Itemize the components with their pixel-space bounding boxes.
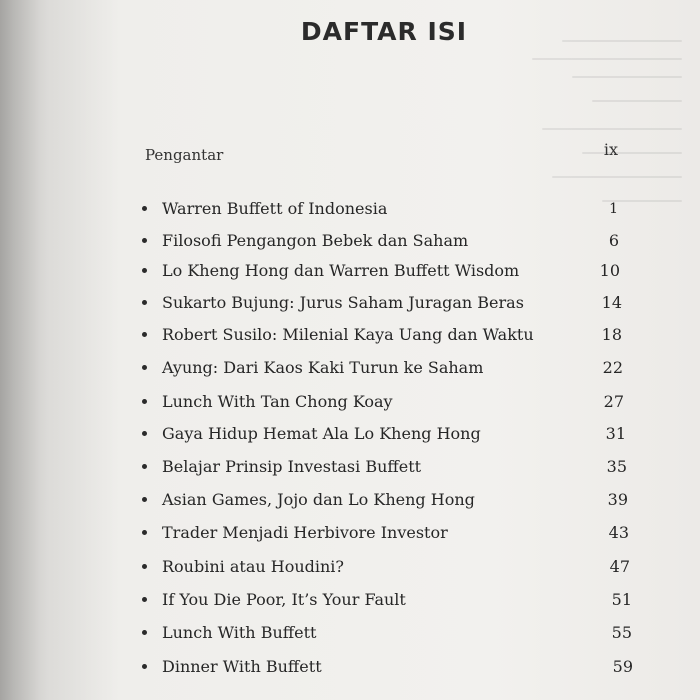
toc-entry-title: Roubini atau Houdini? bbox=[162, 557, 344, 576]
toc-entry[interactable] bbox=[0, 226, 700, 256]
toc-entry-page: 35 bbox=[606, 457, 627, 476]
bullet-icon bbox=[142, 238, 147, 243]
intro-label: Pengantar bbox=[145, 146, 224, 164]
toc-entry-title: Filosofi Pengangon Bebek dan Saham bbox=[162, 231, 469, 250]
toc-entry-page: 18 bbox=[601, 325, 622, 344]
toc-entry-title: Robert Susilo: Milenial Kaya Uang dan Waktu bbox=[162, 325, 534, 344]
toc-entry-page: 31 bbox=[605, 424, 626, 443]
toc-entry-page: 27 bbox=[603, 392, 624, 411]
toc-entry-page: 14 bbox=[601, 293, 622, 312]
bullet-icon bbox=[142, 530, 147, 535]
toc-entry[interactable] bbox=[0, 652, 700, 682]
toc-entry-page: 10 bbox=[599, 261, 620, 280]
toc-entry[interactable] bbox=[0, 256, 700, 286]
toc-entry-title: Ayung: Dari Kaos Kaki Turun ke Saham bbox=[162, 358, 484, 377]
toc-entry-title: Dinner With Buffett bbox=[162, 657, 322, 676]
toc-entry[interactable] bbox=[0, 288, 700, 318]
toc-entry-title: Lunch With Buffett bbox=[162, 623, 317, 642]
toc-entry-page: 1 bbox=[609, 201, 618, 217]
toc-entry-page: 43 bbox=[608, 523, 629, 542]
toc-entry-page: 22 bbox=[602, 358, 623, 377]
toc-entry[interactable] bbox=[0, 353, 700, 383]
toc-entry-title: Lunch With Tan Chong Koay bbox=[162, 392, 393, 411]
toc-entry-title: Asian Games, Jojo dan Lo Kheng Hong bbox=[162, 490, 475, 509]
bullet-icon bbox=[142, 332, 147, 337]
toc-entry-title: Gaya Hidup Hemat Ala Lo Kheng Hong bbox=[162, 424, 481, 443]
toc-entry[interactable] bbox=[0, 320, 700, 350]
toc-entry-title: Sukarto Bujung: Jurus Saham Juragan Beras bbox=[162, 293, 524, 312]
toc-entry-title: Warren Buffett of Indonesia bbox=[162, 199, 388, 218]
toc-entry[interactable] bbox=[0, 552, 700, 582]
bullet-icon bbox=[142, 497, 147, 502]
bullet-icon bbox=[142, 564, 147, 569]
page-title: DAFTAR ISI bbox=[300, 17, 468, 46]
toc-entry[interactable] bbox=[0, 585, 700, 615]
toc-entry-title: If You Die Poor, It’s Your Fault bbox=[162, 590, 406, 609]
toc-entry-page: 55 bbox=[611, 623, 632, 642]
bullet-icon bbox=[142, 300, 147, 305]
bullet-icon bbox=[142, 268, 147, 273]
toc-entry-title: Belajar Prinsip Investasi Buffett bbox=[162, 457, 422, 476]
bullet-icon bbox=[142, 597, 147, 602]
toc-entry-page: 47 bbox=[609, 557, 630, 576]
bullet-icon bbox=[142, 431, 147, 436]
toc-entry[interactable] bbox=[0, 419, 700, 449]
bullet-icon bbox=[142, 365, 147, 370]
bullet-icon bbox=[142, 206, 147, 211]
toc-entry[interactable] bbox=[0, 518, 700, 548]
toc-entry-title: Trader Menjadi Herbivore Investor bbox=[162, 523, 448, 542]
toc-entry[interactable] bbox=[0, 618, 700, 648]
toc-entry-page: 51 bbox=[611, 590, 632, 609]
toc-entry[interactable] bbox=[0, 194, 700, 224]
toc-entry-page: 59 bbox=[612, 657, 633, 676]
toc-entry[interactable] bbox=[0, 387, 700, 417]
toc-entry-page: 39 bbox=[607, 490, 628, 509]
bullet-icon bbox=[142, 399, 147, 404]
bullet-icon bbox=[142, 464, 147, 469]
intro-page-number: ix bbox=[603, 140, 618, 159]
toc-entry[interactable] bbox=[0, 485, 700, 515]
toc-entry-page: 6 bbox=[608, 231, 619, 250]
toc-entry-title: Lo Kheng Hong dan Warren Buffett Wisdom bbox=[162, 261, 520, 280]
bullet-icon bbox=[142, 664, 147, 669]
bullet-icon bbox=[142, 630, 147, 635]
toc-entry[interactable] bbox=[0, 452, 700, 482]
